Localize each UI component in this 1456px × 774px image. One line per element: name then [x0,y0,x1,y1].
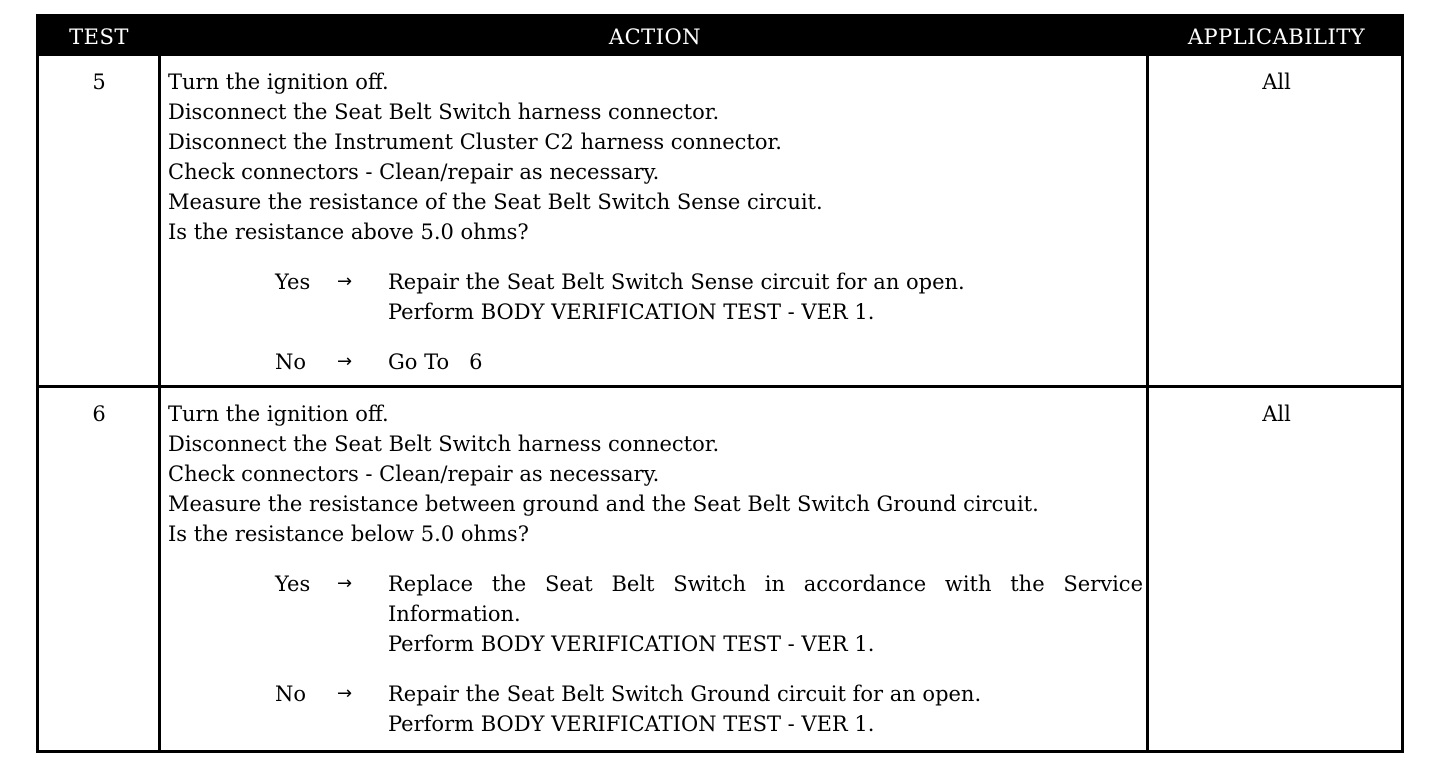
action-question: Is the resistance above 5.0 ohms? [168,220,529,244]
yes-response [275,569,1143,659]
no-response [275,679,1143,739]
action-step: Disconnect the Seat Belt Switch harness connector. [168,432,720,456]
yes-result-line: Perform BODY VERIFICATION TEST - VER 1. [388,300,875,324]
action-step: Measure the resistance between ground and the Seat Belt Switch Ground circuit. [168,492,1039,516]
header-applicability: APPLICABILITY [1187,25,1366,49]
action-step: Disconnect the Seat Belt Switch harness connector. [168,100,720,124]
test-number: 6 [92,402,106,426]
action-step: Check connectors - Clean/repair as necessary. [168,160,660,184]
action-question: Is the resistance below 5.0 ohms? [168,522,529,546]
right-arrow-icon: → [337,683,353,704]
yes-result-line: Repair the Seat Belt Switch Sense circuit for an open. [388,270,965,294]
action-step: Measure the resistance of the Seat Belt Switch Sense circuit. [168,190,823,214]
column-divider [1146,56,1149,385]
no-label: No [275,682,307,706]
applicability-value: All [1262,70,1291,94]
yes-label: Yes [275,270,311,294]
yes-result-line: Perform BODY VERIFICATION TEST - VER 1. [388,632,875,656]
right-arrow-icon: → [337,351,353,372]
applicability-value: All [1262,402,1291,426]
no-result-line: Perform BODY VERIFICATION TEST - VER 1. [388,712,875,736]
yes-response [275,267,1143,327]
header-test: TEST [69,25,129,49]
no-response [275,347,1143,377]
column-divider [1146,388,1149,753]
no-result-line: Go To 6 [388,350,483,374]
test-number: 5 [92,70,106,94]
column-divider [158,56,161,385]
action-step: Turn the ignition off. [168,402,389,426]
no-label: No [275,350,307,374]
action-cell [168,56,1143,377]
no-result-line: Repair the Seat Belt Switch Ground circuit for an open. [388,682,982,706]
header-action: ACTION [608,25,702,49]
table-header [39,17,1401,56]
table-row [39,56,1401,388]
right-arrow-icon: → [337,573,353,594]
action-step: Turn the ignition off. [168,70,389,94]
yes-result-line: Replace the Seat Belt Switch in accordance with the Service [388,572,1143,596]
column-divider [158,388,161,753]
action-step: Check connectors - Clean/repair as necessary. [168,462,660,486]
action-step: Disconnect the Instrument Cluster C2 harness connector. [168,130,782,154]
action-cell [168,388,1143,739]
yes-result-line: Information. [388,602,521,626]
diagnostic-test-table [36,14,1404,753]
yes-label: Yes [275,572,311,596]
table-row [39,388,1401,753]
right-arrow-icon: → [337,271,353,292]
